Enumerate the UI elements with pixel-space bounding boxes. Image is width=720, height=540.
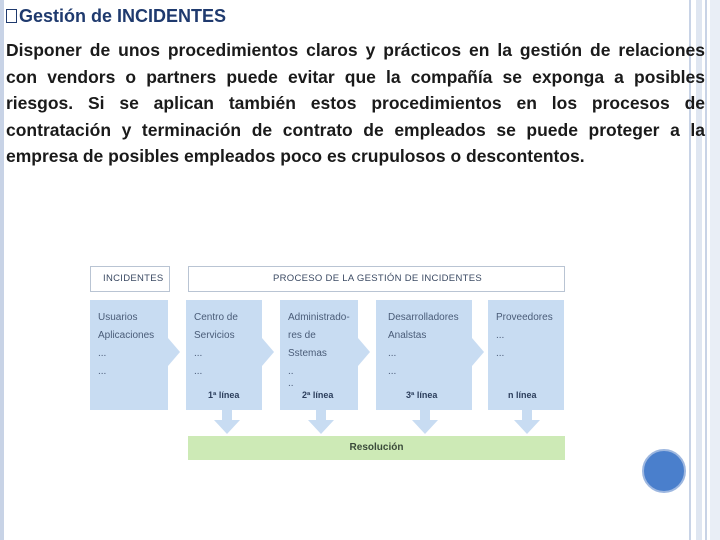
level-label: 1ª línea — [208, 390, 240, 400]
column-desarrolladores: Desarrolladores Analstas ... ... 3ª línea — [376, 300, 472, 410]
arrow-right-1 — [168, 338, 180, 366]
column-proveedores: Proveedores ... ... n línea — [488, 300, 564, 410]
column-centro-servicios: Centro de Servicios ... ... 1ª línea — [186, 300, 262, 410]
level-label: n línea — [508, 390, 537, 400]
slide-title: Gestión de INCIDENTES — [6, 6, 226, 27]
arrow-down-3 — [412, 410, 438, 434]
bullet-icon — [6, 9, 17, 23]
arrow-right-2 — [262, 338, 274, 366]
resolution-bar: Resolución — [188, 436, 565, 460]
arrow-down-1 — [214, 410, 240, 434]
arrow-right-4 — [472, 338, 484, 366]
header-proceso: PROCESO DE LA GESTIÓN DE INCIDENTES — [188, 266, 565, 292]
left-border — [0, 0, 4, 540]
level-label: 2ª línea — [302, 390, 334, 400]
arrow-down-2 — [308, 410, 334, 434]
header-incidentes: INCIDENTES — [90, 266, 170, 292]
arrow-right-3 — [358, 338, 370, 366]
column-administradores: Administrado- res de Sstemas .. .. 2ª línea — [280, 300, 358, 410]
arrow-down-4 — [514, 410, 540, 434]
incident-process-diagram — [90, 266, 566, 462]
decorative-circle — [642, 449, 686, 493]
column-usuarios: Usuarios Aplicaciones ... ... — [90, 300, 168, 410]
slide-paragraph: Disponer de unos procedimientos claros y prácticos en la gestión de relaciones con vendors o partners puede evitar que la compañía se exponga a posibles riesgos. Si se aplican también estos procedimientos en los procesos de contratación y terminación de contrato de empleados se puede proteger a la empresa de posibles empleados poco es crupulosos o descontentos. — [6, 40, 705, 166]
level-label: 3ª línea — [406, 390, 438, 400]
